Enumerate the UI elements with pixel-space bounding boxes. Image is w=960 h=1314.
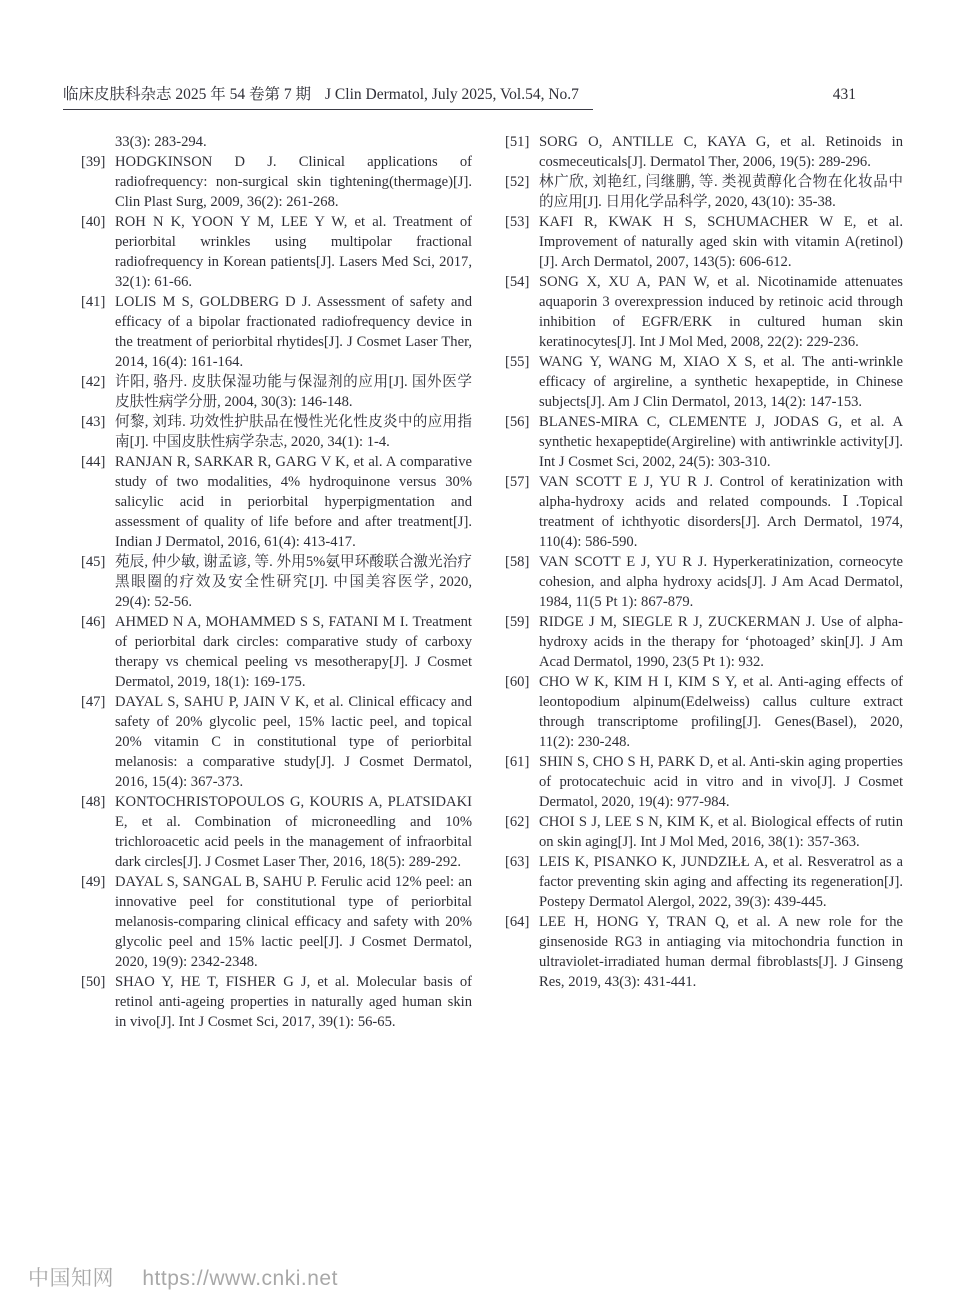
cnki-logo: 中国知网 — [28, 1267, 114, 1290]
reference-item — [505, 752, 903, 812]
reference-text: WANG Y, WANG M, XIAO X S, et al. The anti-wrinkle efficacy of argireline, a synthetic hexapeptide, in Chinese subjects[J]. Am J Clin Dermatol, 2013, 14(2): 147-153. — [539, 354, 903, 410]
reference-number: [63] — [505, 854, 530, 870]
journal-title-line — [63, 84, 593, 110]
reference-text: SONG X, XU A, PAN W, et al. Nicotinamide attenuates aquaporin 3 overexpression induced by retinoic acid through inhibition of EGFR/ERK in cultured human skin keratinocytes[J]. Int J Mol Med, 2008, 22(2): 229-236. — [539, 274, 903, 350]
reference-text: DAYAL S, SANGAL B, SAHU P. Ferulic acid 12% peel: an innovative peel for constitutional type of periorbital melanosis-comparing clinical efficacy and safety with 20% glycolic peel and 15% lactic peel[J]. J Cosmet Dermatol, 2020, 19(9): 2342-2348. — [115, 874, 472, 970]
reference-number: [54] — [505, 274, 530, 290]
page-number: 431 — [832, 86, 856, 103]
reference-number: [62] — [505, 814, 530, 830]
references-column-left — [81, 132, 472, 1032]
reference-number: [55] — [505, 354, 530, 370]
reference-item — [505, 172, 903, 212]
reference-number: [49] — [81, 874, 106, 890]
reference-number: [45] — [81, 554, 106, 570]
reference-number: [48] — [81, 794, 106, 810]
reference-item — [81, 792, 472, 872]
references-section — [81, 132, 903, 1032]
reference-text: LEE H, HONG Y, TRAN Q, et al. A new role for the ginsenoside RG3 in antiaging via mitochondria function in ultraviolet-irradiated human dermal fibroblasts[J]. J Ginseng Res, 2019, 43(3): 431-441. — [539, 914, 903, 990]
reference-item — [81, 292, 472, 372]
reference-text: SHIN S, CHO S H, PARK D, et al. Anti-skin aging properties of protocatechuic acid in vitro and in vivo[J]. J Cosmet Dermatol, 2020, 19(4): 977-984. — [539, 754, 903, 810]
reference-item — [505, 612, 903, 672]
reference-text: BLANES-MIRA C, CLEMENTE J, JODAS G, et al. A synthetic hexapeptide(Argireline) with antiwrinkle activity[J]. Int J Cosmet Sci, 2002, 24(5): 303-310. — [539, 414, 903, 470]
reference-item — [505, 552, 903, 612]
reference-item — [81, 552, 472, 612]
reference-text: KONTOCHRISTOPOULOS G, KOURIS A, PLATSIDAKI E, et al. Combination of microneedling and 10% trichloroacetic acid peels in the management of infraorbital dark circles[J]. J Cosmet Laser Ther, 2016, 18(5): 289-292. — [115, 794, 472, 870]
reference-item — [81, 152, 472, 212]
reference-number: [39] — [81, 154, 106, 170]
journal-title-english: J Clin Dermatol, July 2025, Vol.54, No.7 — [325, 86, 579, 103]
journal-title-chinese: 临床皮肤科杂志 2025 年 54 卷第 7 期 — [63, 86, 312, 103]
reference-text: RIDGE J M, SIEGLE R J, ZUCKERMAN J. Use of alpha-hydroxy acids in the therapy for ‘photoaged’ skin[J]. J Am Acad Dermatol, 1990, 23(5 Pt 1): 932. — [539, 614, 903, 670]
reference-item — [505, 812, 903, 852]
reference-text: RANJAN R, SARKAR R, GARG V K, et al. A comparative study of two modalities, 4% hydroquinone versus 30% salicylic acid in periorbital hyperpigmentation and assessment of quality of life before and after treatment[J]. Indian J Dermatol, 2016, 61(4): 413-417. — [115, 454, 472, 550]
reference-item — [81, 372, 472, 412]
reference-text: 苑辰, 仲少敏, 谢孟谚, 等. 外用5%氨甲环酸联合激光治疗黑眼圈的疗效及安全性研究[J]. 中国美容医学, 2020, 29(4): 52-56. — [115, 554, 472, 610]
page-header — [63, 84, 908, 110]
reference-number: [61] — [505, 754, 530, 770]
reference-item — [505, 912, 903, 992]
reference-text: 林广欣, 刘艳红, 闫继鹏, 等. 类视黄醇化合物在化妆品中的应用[J]. 日用化学品科学, 2020, 43(10): 35-38. — [539, 174, 903, 210]
reference-item — [81, 692, 472, 792]
reference-text: 何黎, 刘玮. 功效性护肤品在慢性光化性皮炎中的应用指南[J]. 中国皮肤性病学杂志, 2020, 34(1): 1-4. — [115, 414, 472, 450]
reference-item — [81, 452, 472, 552]
reference-item — [505, 412, 903, 472]
reference-number: [52] — [505, 174, 530, 190]
reference-item — [81, 612, 472, 692]
reference-number: [47] — [81, 694, 106, 710]
reference-number: [50] — [81, 974, 106, 990]
reference-item — [505, 852, 903, 912]
reference-text: HODGKINSON D J. Clinical applications of radiofrequency: non-surgical skin tightening(thermage)[J]. Clin Plast Surg, 2009, 36(2): 261-268. — [115, 154, 472, 210]
reference-text: KAFI R, KWAK H S, SCHUMACHER W E, et al. Improvement of naturally aged skin with vitamin A(retinol)[J]. Arch Dermatol, 2007, 143(5): 606-612. — [539, 214, 903, 270]
reference-item — [505, 472, 903, 552]
reference-text: 许阳, 骆丹. 皮肤保湿功能与保湿剂的应用[J]. 国外医学皮肤性病学分册, 2004, 30(3): 146-148. — [115, 374, 472, 410]
reference-number: [43] — [81, 414, 106, 430]
reference-item — [505, 132, 903, 172]
reference-text: CHOI S J, LEE S N, KIM K, et al. Biological effects of rutin on skin aging[J]. Int J Mol Med, 2016, 38(1): 357-363. — [539, 814, 903, 850]
page-footer — [28, 1262, 338, 1292]
reference-item — [81, 972, 472, 1032]
reference-item — [505, 672, 903, 752]
reference-item — [505, 212, 903, 272]
reference-number: [64] — [505, 914, 530, 930]
reference-number: [59] — [505, 614, 530, 630]
cnki-url-link[interactable]: https://www.cnki.net — [142, 1267, 338, 1290]
reference-text: VAN SCOTT E J, YU R J. Control of keratinization with alpha-hydroxy acids and related compounds. Ⅰ.Topical treatment of ichthyotic disorders[J]. Arch Dermatol, 1974, 110(4): 586-590. — [539, 474, 903, 550]
reference-text: LEIS K, PISANKO K, JUNDZIŁŁ A, et al. Resveratrol as a factor preventing skin aging and affecting its regeneration[J]. Postepy Dermatol Alergol, 2022, 39(3): 439-445. — [539, 854, 903, 910]
reference-number: [56] — [505, 414, 530, 430]
reference-number: [51] — [505, 134, 530, 150]
reference-number: [58] — [505, 554, 530, 570]
reference-text: SHAO Y, HE T, FISHER G J, et al. Molecular basis of retinol anti-ageing properties in naturally aged human skin in vivo[J]. Int J Cosmet Sci, 2017, 39(1): 56-65. — [115, 974, 472, 1030]
reference-item — [505, 352, 903, 412]
reference-number: [44] — [81, 454, 106, 470]
reference-number: [42] — [81, 374, 106, 390]
reference-number: [53] — [505, 214, 530, 230]
reference-text: DAYAL S, SAHU P, JAIN V K, et al. Clinical efficacy and safety of 20% glycolic peel, 15% lactic peel, and topical 20% vitamin C in constitutional type of periorbital melanosis: a comparative study[J]. J Cosmet Dermatol, 2016, 15(4): 367-373. — [115, 694, 472, 790]
reference-item — [81, 412, 472, 452]
reference-number: [60] — [505, 674, 530, 690]
reference-text: CHO W K, KIM H I, KIM S Y, et al. Anti-aging effects of leontopodium alpinum(Edelweiss) callus culture extract through transcriptome profiling[J]. Genes(Basel), 2020, 11(2): 230-248. — [539, 674, 903, 750]
reference-item — [81, 872, 472, 972]
reference-text: 33(3): 283-294. — [115, 134, 207, 150]
reference-item — [81, 212, 472, 292]
reference-number: [46] — [81, 614, 106, 630]
reference-text: LOLIS M S, GOLDBERG D J. Assessment of safety and efficacy of a bipolar fractionated radiofrequency device in the treatment of periorbital rhytides[J]. J Cosmet Laser Ther, 2014, 16(4): 161-164. — [115, 294, 472, 370]
reference-text: SORG O, ANTILLE C, KAYA G, et al. Retinoids in cosmeceuticals[J]. Dermatol Ther, 2006, 19(5): 289-296. — [539, 134, 903, 170]
reference-number: [41] — [81, 294, 106, 310]
reference-text: AHMED N A, MOHAMMED S S, FATANI M I. Treatment of periorbital dark circles: comparative study of carboxy therapy vs chemical peeling vs mesotherapy[J]. J Cosmet Dermatol, 2019, 18(1): 169-175. — [115, 614, 472, 690]
reference-item — [505, 272, 903, 352]
reference-text: VAN SCOTT E J, YU R J. Hyperkeratinization, corneocyte cohesion, and alpha hydroxy acids[J]. J Am Acad Dermatol, 1984, 11(5 Pt 1): 867-879. — [539, 554, 903, 610]
reference-item — [81, 132, 472, 152]
references-column-right — [505, 132, 903, 1032]
reference-number: [40] — [81, 214, 106, 230]
reference-number — [81, 132, 115, 152]
reference-number: [57] — [505, 474, 530, 490]
reference-text: ROH N K, YOON Y M, LEE Y W, et al. Treatment of periorbital wrinkles using multipolar fractional radiofrequency in Korean patients[J]. Lasers Med Sci, 2017, 32(1): 61-66. — [115, 214, 472, 290]
